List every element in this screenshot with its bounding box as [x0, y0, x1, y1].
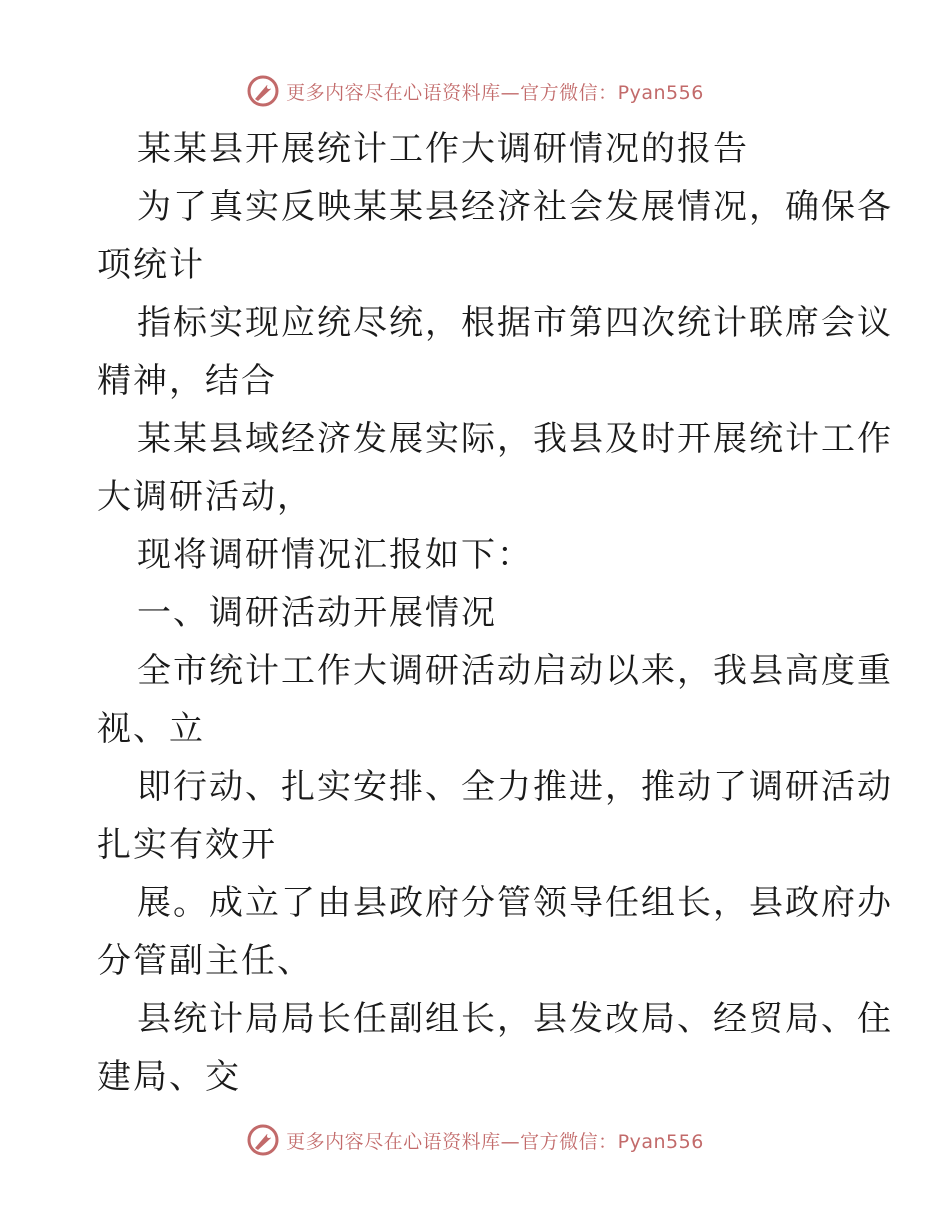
pen-nib-logo-icon: [246, 1123, 280, 1157]
watermark-text: 更多内容尽在心语资料库—官方微信：Pyan556: [286, 1130, 704, 1153]
paragraph-line: 即行动、扎实安排、全力推进，推动了调研活动: [137, 767, 893, 807]
paragraph-line: 项统计: [97, 245, 205, 285]
paragraph-line: 建局、交: [97, 1057, 241, 1097]
paragraph-line: 指标实现应统尽统，根据市第四次统计联席会议: [137, 303, 893, 343]
document-title: 某某县开展统计工作大调研情况的报告: [137, 129, 749, 169]
paragraph-line: 某某县域经济发展实际，我县及时开展统计工作: [137, 419, 893, 459]
paragraph-line: 精神，结合: [97, 361, 277, 401]
paragraph-line: 扎实有效开: [97, 825, 277, 865]
paragraph-line: 县统计局局长任副组长，县发改局、经贸局、住: [137, 999, 893, 1039]
pen-nib-logo-icon: [246, 74, 280, 108]
paragraph-line: 大调研活动，: [97, 477, 313, 517]
paragraph-line: 展。成立了由县政府分管领导任组长，县政府办: [137, 883, 893, 923]
paragraph-line: 视、立: [97, 709, 205, 749]
watermark-footer: [0, 1122, 950, 1158]
paragraph-line: 全市统计工作大调研活动启动以来，我县高度重: [137, 651, 893, 691]
paragraph-line: 为了真实反映某某县经济社会发展情况，确保各: [137, 187, 893, 227]
watermark-header: [0, 73, 950, 109]
paragraph-line: 现将调研情况汇报如下：: [137, 535, 533, 575]
paragraph-line: 分管副主任、: [97, 941, 313, 981]
watermark-text: 更多内容尽在心语资料库—官方微信：Pyan556: [286, 81, 704, 104]
document-body: [97, 120, 893, 1106]
section-heading: 一、调研活动开展情况: [137, 593, 497, 633]
